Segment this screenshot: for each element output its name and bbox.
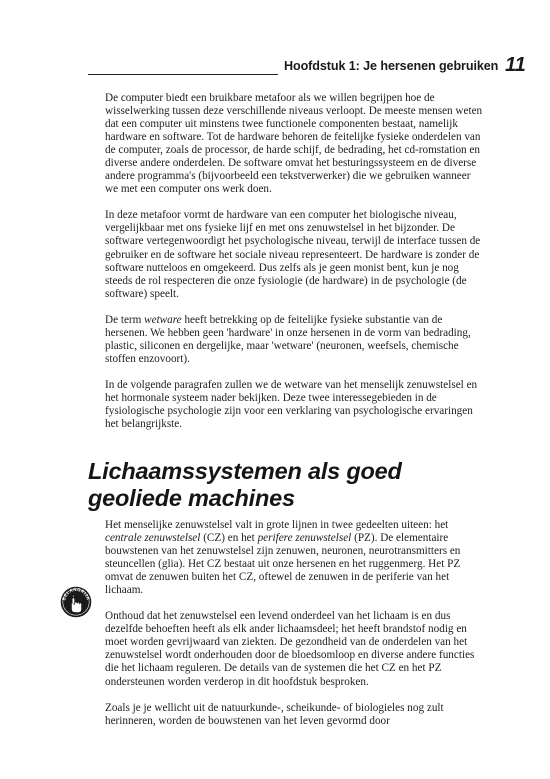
belangrijk-icon <box>60 586 92 618</box>
paragraph-building-blocks: Zoals je je wellicht uit de natuurkunde-, scheikunde- of biologieles nog zult herinneren, worden de bouwstenen van het leven gevormd door <box>105 701 444 727</box>
wetware-text-after: heeft betrekking op de feitelijke fysieke substantie van de hersenen. We hebben geen 'hardware' in onze hersenen in de vorm van bedrading, plastic, siliconen en dergelijke, maar 'wetware' (neuronen, weefsels, chemische stoffen enzovoort). <box>105 313 471 365</box>
nervous-text-1: Het menselijke zenuwstelsel valt in grote lijnen in twee gedeelten uiteen: het <box>105 519 449 531</box>
body-bottom <box>105 519 486 741</box>
term-central-nervous-system: centrale zenuwstelsel <box>105 532 201 545</box>
paragraph-next-sections: In de volgende paragrafen zullen we de wetware van het menselijk zenuwstelsel en het hormonale systeem nader bekijken. Deze twee interessegebieden in de fysiologische psychologie zijn voor een verklaring van psychologische ervaringen het belangrijkste. <box>105 378 478 431</box>
page-number: 11 <box>505 54 526 76</box>
section-heading: Lichaamssystemen als goed geoliede machines <box>88 458 402 511</box>
paragraph-hardware-software: In deze metafoor vormt de hardware van een computer het biologische niveau, vergelijkbaar met ons fysieke lijf en met ons zenuwstelsel in het bijzonder. De software vertegenwoordigt het psychologische niveau, terwijl de interface tussen de gebruiker en de software het sociale niveau representeert. De hardware is zonder de software nutteloos en omgekeerd. Dus zelfs als je geen monist bent, kun je nog steeds de rol respecteren die onze fysiologie (de hardware) in de psychologie (de software) speelt. <box>105 209 481 300</box>
paragraph-remember: Onthoud dat het zenuwstelsel een levend onderdeel van het lichaam is en dus dezelfde behoeften heeft als elk ander lichaamsdeel; het heeft brandstof nodig en moet worden gevrijwaard van ziekten. De gezondheid van de onderdelen van het zenuwstelsel wordt onderhouden door de bloedsomloop en diverse andere functies die het lichaam reguleren. De details van de systemen die het CZ en het PZ ondersteunen worden verderop in dit hoofdstuk besproken. <box>105 610 475 688</box>
wetware-term: wetware <box>144 313 182 326</box>
paragraph-computer-metaphor: De computer biedt een bruikbare metafoor als we willen begrijpen hoe de wisselwerking tussen deze verschillende niveaus verloopt. De meeste mensen weten dat een computer uit minstens twee functionele componenten bestaat, namelijk hardware en software. Tot de hardware behoren de feitelijke fysieke onderdelen van de computer, zoals de processor, de harde schijf, de bedrading, het cd-romstation en diverse andere onderdelen. De software omvat het besturingssysteem en de diverse andere programma's (bijvoorbeeld een tekstverwerker) die we gebruiken wanneer we met een computer ons werk doen. <box>105 92 483 196</box>
paragraph-wetware <box>105 314 486 366</box>
chapter-title: Hoofdstuk 1: Je hersenen gebruiken <box>284 59 499 73</box>
body-top <box>105 92 486 444</box>
paragraph-nervous-system <box>105 519 486 597</box>
nervous-text-2: (CZ) en het <box>200 532 258 545</box>
header-rule <box>88 74 278 75</box>
term-peripheral-nervous-system: perifere zenuwstelsel <box>257 532 352 545</box>
belangrijk-label: BELANGRIJK <box>61 586 91 601</box>
wetware-text-before: De term <box>105 313 145 326</box>
nervous-text-3: (PZ). De elementaire bouwstenen van het zenuwstelsel zijn zenuwen, neuronen, neurotransmitters en steuncellen (glia). Het CZ bestaat uit onze hersenen en het ruggenmerg. Het PZ omvat de zenuwen buiten het CZ, oftewel de zenuwen in de periferie van het lichaam. <box>105 532 461 597</box>
